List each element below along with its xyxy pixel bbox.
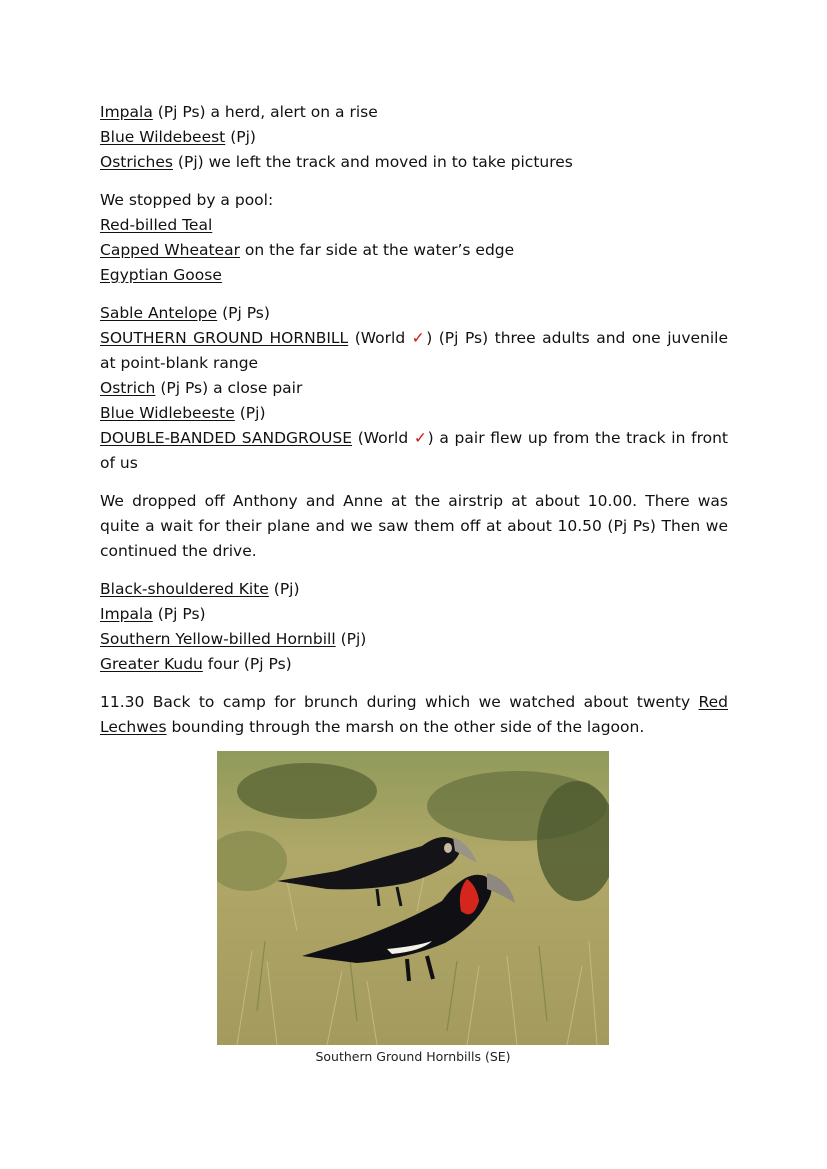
sighting-line-hornbill [100,326,728,376]
species-name: Blue Widlebeeste [100,404,235,422]
species-name: Blue Wildebeest [100,128,226,146]
sightings-block-2 [100,188,728,288]
sightings-block-3 [100,301,728,476]
sighting-line [100,238,728,263]
section-intro: We stopped by a pool: [100,191,274,209]
species-name: Red-billed Teal [100,216,213,234]
sighting-note: four (Pj Ps) [202,655,292,673]
brunch-paragraph [100,690,728,740]
sightings-block-4 [100,577,728,677]
sighting-note: (Pj Ps) [152,605,206,623]
sighting-line [100,602,728,627]
sighting-note: on the far side at the water’s edge [239,241,515,259]
hornbill-photo [217,751,609,1045]
species-name: Capped Wheatear [100,241,240,259]
sighting-line [100,125,728,150]
sightings-block-1 [100,100,728,175]
checkmark-icon: ✓ [413,429,428,447]
sighting-note: (Pj) [225,128,256,146]
sighting-line [100,213,728,238]
sighting-line [100,263,728,288]
sighting-line [100,150,728,175]
species-name: Egyptian Goose [100,266,222,284]
sighting-note: (Pj Ps) [217,304,270,322]
photo-caption: Southern Ground Hornbills (SE) [315,1049,511,1064]
species-name: Greater Kudu [100,655,203,673]
species-name: Black-shouldered Kite [100,580,269,598]
species-name: Southern Yellow-billed Hornbill [100,630,336,648]
sighting-line [100,401,728,426]
document-page [100,100,728,753]
species-name: SOUTHERN GROUND HORNBILL [100,329,349,347]
sighting-note: (Pj) [335,630,367,648]
species-name: Sable Antelope [100,304,218,322]
species-name: Ostrich [100,379,156,397]
airstrip-paragraph: We dropped off Anthony and Anne at the airstrip at about 10.00. There was quite a wait for their plane and we saw them off at about 10.50 (Pj Ps) Then we continued the drive. [100,492,728,560]
sighting-note: (Pj) [268,580,300,598]
sighting-note: (Pj Ps) a close pair [155,379,303,397]
sighting-line [100,652,728,677]
sighting-note: ) (Pj Ps) three adults and one juvenile at point-blank range [100,329,729,372]
sighting-line [100,376,728,401]
world-prefix: (World [348,329,412,347]
world-prefix: (World [352,429,414,447]
sighting-line [100,301,728,326]
sighting-note: (Pj) [234,404,266,422]
brunch-text: 11.30 Back to camp for brunch during which we watched about twenty [100,693,699,711]
species-name: DOUBLE-BANDED SANDGROUSE [100,429,352,447]
species-name: Red Lechwes [100,693,728,736]
species-name: Impala [100,103,153,121]
sighting-line [100,100,728,125]
sighting-line-sandgrouse [100,426,728,476]
species-name: Impala [100,605,153,623]
sighting-note: (Pj Ps) a herd, alert on a rise [152,103,378,121]
sighting-line [100,577,728,602]
brunch-text-end: bounding through the marsh on the other side of the lagoon. [166,718,645,736]
sighting-note: ) a pair flew up from the track in front of us [100,429,728,472]
species-name: Ostriches [100,153,173,171]
checkmark-icon: ✓ [411,329,427,347]
sighting-note: (Pj) we left the track and moved in to take pictures [173,153,573,171]
sighting-line [100,627,728,652]
